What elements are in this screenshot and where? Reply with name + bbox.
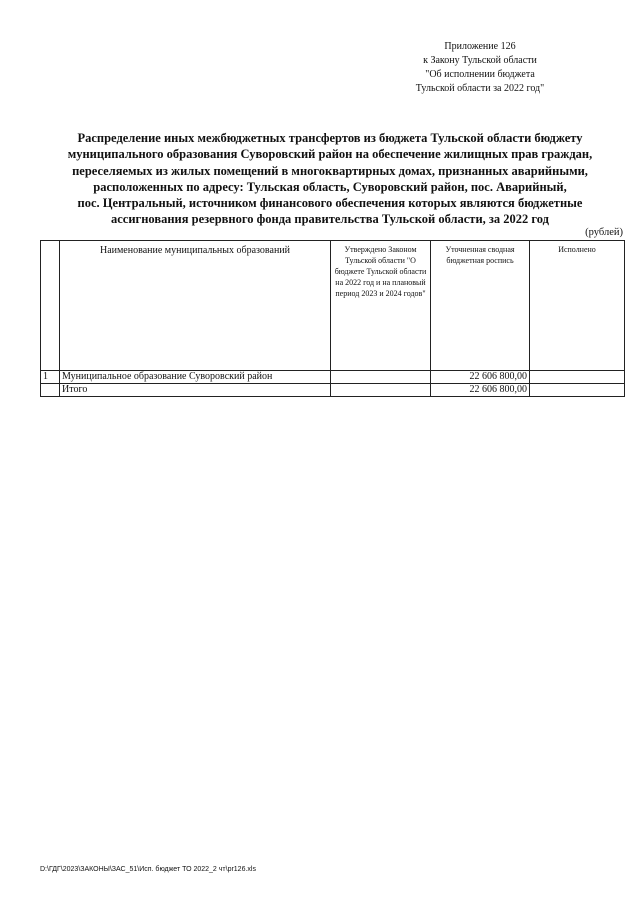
units-label: (рублей) [585, 227, 623, 238]
title-line-4: расположенных по адресу: Тульская область, Суворовский район, пос. Аварийный, [93, 179, 567, 194]
title-line-5: пос. Центральный, источником финансового обеспечения которых являются бюджетные [77, 196, 583, 211]
title-line-6: ассигнования резервного фонда правительства Тульской области, за 2022 год [110, 212, 550, 227]
table-row-total [41, 384, 625, 397]
appendix-line-4: Тульской области за 2022 год" [415, 83, 545, 94]
appendix-line-2: к Закону Тульской области [423, 55, 537, 66]
total-name: Итого [60, 384, 331, 397]
title-line-1: Распределение иных межбюджетных трансфертов из бюджета Тульской области бюджету [77, 131, 583, 145]
header-name: Наименование муниципальных образований [60, 241, 331, 371]
header-approved: Утверждено Законом Тульской области "О бюджете Тульской области на 2022 год и на плановый период 2023 и 2024 годов" [331, 241, 431, 371]
total-approved [331, 384, 431, 397]
document-title [40, 130, 620, 228]
header-index [41, 241, 60, 371]
row-index: 1 [41, 371, 60, 384]
transfer-table [40, 240, 625, 397]
appendix-line-3: "Об исполнении бюджета [425, 69, 535, 80]
appendix-note [380, 40, 580, 96]
appendix-line-1: Приложение 126 [444, 41, 516, 52]
table-header-row [41, 241, 625, 371]
total-index [41, 384, 60, 397]
file-path-footer: D:\ГДГ\2023\ЗАКОНЫ\ЗАС_51\Исп. бюджет ТО 2022_2 чт\pr126.xls [40, 866, 256, 873]
row-approved [331, 371, 431, 384]
title-line-2: муниципального образования Суворовский район на обеспечение жилищных прав граждан, [67, 147, 593, 162]
table-row [41, 371, 625, 384]
header-executed: Исполнено [530, 241, 625, 371]
row-executed [530, 371, 625, 384]
title-line-3: переселяемых из жилых помещений в многоквартирных домах, признанных аварийными, [72, 163, 588, 178]
row-name: Муниципальное образование Суворовский район [60, 371, 331, 384]
header-refined: Уточненная сводная бюджетная роспись [431, 241, 530, 371]
row-refined: 22 606 800,00 [431, 371, 530, 384]
total-executed [530, 384, 625, 397]
total-refined: 22 606 800,00 [431, 384, 530, 397]
